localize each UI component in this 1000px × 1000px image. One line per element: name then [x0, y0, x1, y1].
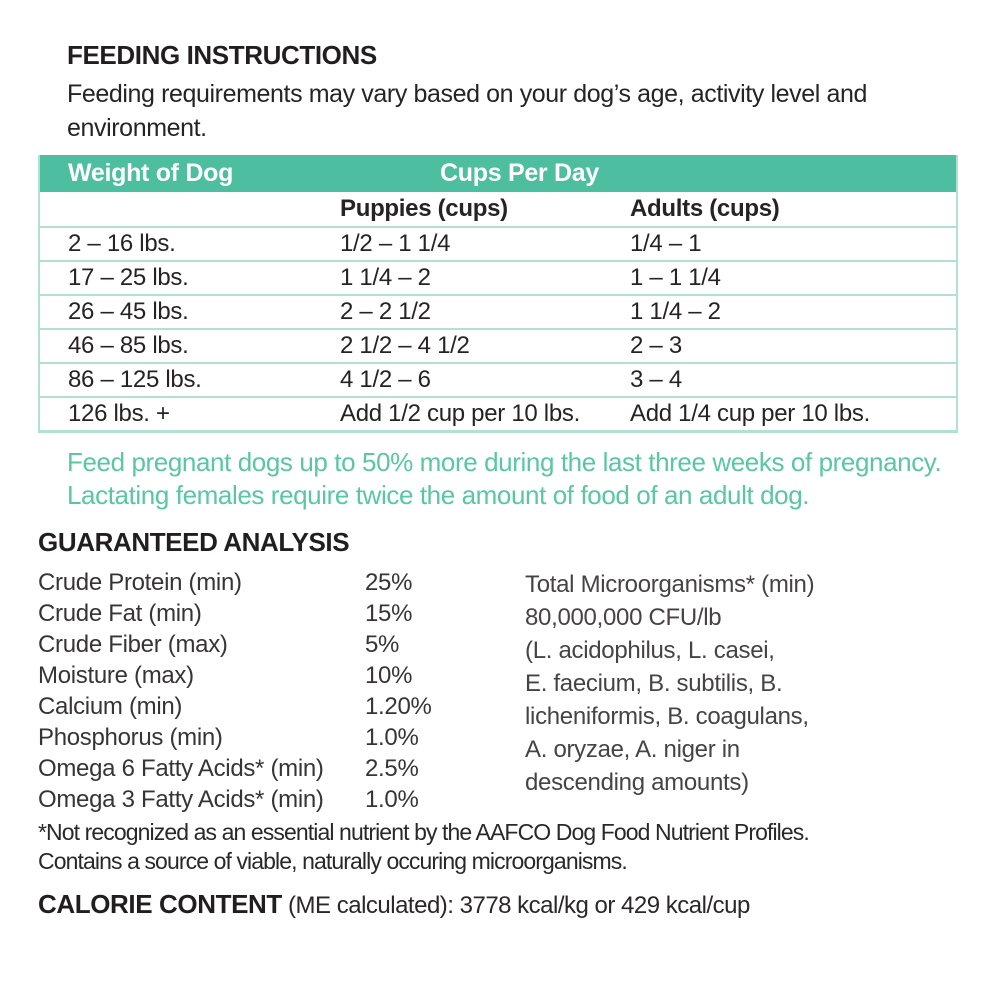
microorganisms-line: 80,000,000 CFU/lb: [525, 604, 722, 631]
guaranteed-analysis-section: [38, 527, 958, 815]
puppies-cell: 1/2 – 1 1/4: [340, 230, 451, 257]
puppies-cell: Add 1/2 cup per 10 lbs.: [340, 400, 580, 427]
nutrient-row: [38, 722, 525, 753]
puppies-cups-header: Puppies (cups): [340, 195, 508, 222]
nutrient-row: [38, 598, 525, 629]
microorganisms-line: descending amounts): [525, 769, 749, 796]
nutrient-value: 1.0%: [365, 786, 419, 813]
table-row: [40, 294, 956, 328]
calorie-content-value: (ME calculated): 3778 kcal/kg or 429 kcal/cup: [281, 892, 750, 919]
nutrient-label: Omega 3 Fatty Acids* (min): [38, 786, 324, 813]
weight-cell: 86 – 125 lbs.: [68, 366, 202, 393]
nutrient-label: Calcium (min): [38, 693, 183, 720]
nutrient-label: Omega 6 Fatty Acids* (min): [38, 755, 324, 782]
puppies-cell: 2 1/2 – 4 1/2: [340, 332, 470, 359]
pregnancy-note-line2: Lactating females require twice the amount of food of an adult dog.: [67, 480, 810, 510]
feeding-table-header: [40, 155, 956, 192]
table-row: [40, 226, 956, 260]
microorganisms-line: E. faecium, B. subtilis, B.: [525, 670, 783, 697]
nutrient-value: 2.5%: [365, 755, 419, 782]
nutrient-row: [38, 567, 525, 598]
feeding-table-subheader: [40, 192, 956, 226]
adults-cell: Add 1/4 cup per 10 lbs.: [630, 400, 870, 427]
microorganisms-line: licheniformis, B. coagulans,: [525, 703, 809, 730]
adults-cups-header: Adults (cups): [630, 195, 780, 222]
weight-cell: 26 – 45 lbs.: [68, 298, 189, 325]
adults-cell: 1 1/4 – 2: [630, 298, 721, 325]
nutrient-label: Crude Fiber (max): [38, 631, 228, 658]
nutrient-label: Phosphorus (min): [38, 724, 223, 751]
aafco-footnote: [38, 818, 809, 876]
guaranteed-analysis-columns: [38, 567, 958, 815]
nutrient-value: 15%: [365, 600, 413, 627]
nutrient-value: 1.20%: [365, 693, 432, 720]
footnote-line1: *Not recognized as an essential nutrient by the AAFCO Dog Food Nutrient Profiles.: [38, 819, 809, 845]
table-row: [40, 328, 956, 362]
pregnancy-note: [67, 446, 941, 512]
calorie-content-label: CALORIE CONTENT: [38, 889, 282, 919]
weight-cell: 17 – 25 lbs.: [68, 264, 189, 291]
microorganisms-block: [525, 567, 814, 815]
guaranteed-analysis-title: GUARANTEED ANALYSIS: [38, 527, 350, 557]
nutrient-row: [38, 784, 525, 815]
feeding-instructions-title: FEEDING INSTRUCTIONS: [67, 40, 377, 70]
microorganisms-line: Total Microorganisms* (min): [525, 571, 815, 598]
adults-cell: 3 – 4: [630, 366, 682, 393]
nutrient-list: [38, 567, 525, 815]
adults-cell: 1/4 – 1: [630, 230, 702, 257]
nutrient-value: 10%: [365, 662, 413, 689]
nutrient-label: Crude Protein (min): [38, 569, 242, 596]
microorganisms-line: (L. acidophilus, L. casei,: [525, 637, 775, 664]
nutrient-value: 1.0%: [365, 724, 419, 751]
nutrient-row: [38, 660, 525, 691]
nutrient-row: [38, 629, 525, 660]
pregnancy-note-line1: Feed pregnant dogs up to 50% more during the last three weeks of pregnancy.: [67, 447, 942, 477]
feeding-instructions-description: Feeding requirements may vary based on your dog’s age, activity level and environment.: [67, 80, 867, 142]
adults-cell: 1 – 1 1/4: [630, 264, 721, 291]
table-row: [40, 396, 956, 430]
nutrient-value: 25%: [365, 569, 413, 596]
microorganisms-line: A. oryzae, A. niger in: [525, 736, 740, 763]
puppies-cell: 2 – 2 1/2: [340, 298, 431, 325]
feeding-table: [38, 155, 958, 433]
calorie-content: [38, 889, 750, 920]
table-row: [40, 362, 956, 396]
puppies-cell: 1 1/4 – 2: [340, 264, 431, 291]
weight-of-dog-header: Weight of Dog: [68, 159, 234, 187]
weight-cell: 126 lbs. +: [68, 400, 170, 427]
weight-cell: 46 – 85 lbs.: [68, 332, 189, 359]
nutrient-label: Moisture (max): [38, 662, 194, 689]
nutrient-value: 5%: [365, 631, 400, 658]
table-row: [40, 260, 956, 294]
nutrient-row: [38, 753, 525, 784]
nutrient-label: Crude Fat (min): [38, 600, 202, 627]
feeding-instructions-section: [67, 40, 937, 145]
adults-cell: 2 – 3: [630, 332, 682, 359]
cups-per-day-header: Cups Per Day: [440, 159, 599, 187]
puppies-cell: 4 1/2 – 6: [340, 366, 431, 393]
footnote-line2: Contains a source of viable, naturally occuring microorganisms.: [38, 848, 627, 874]
nutrient-row: [38, 691, 525, 722]
weight-cell: 2 – 16 lbs.: [68, 230, 176, 257]
